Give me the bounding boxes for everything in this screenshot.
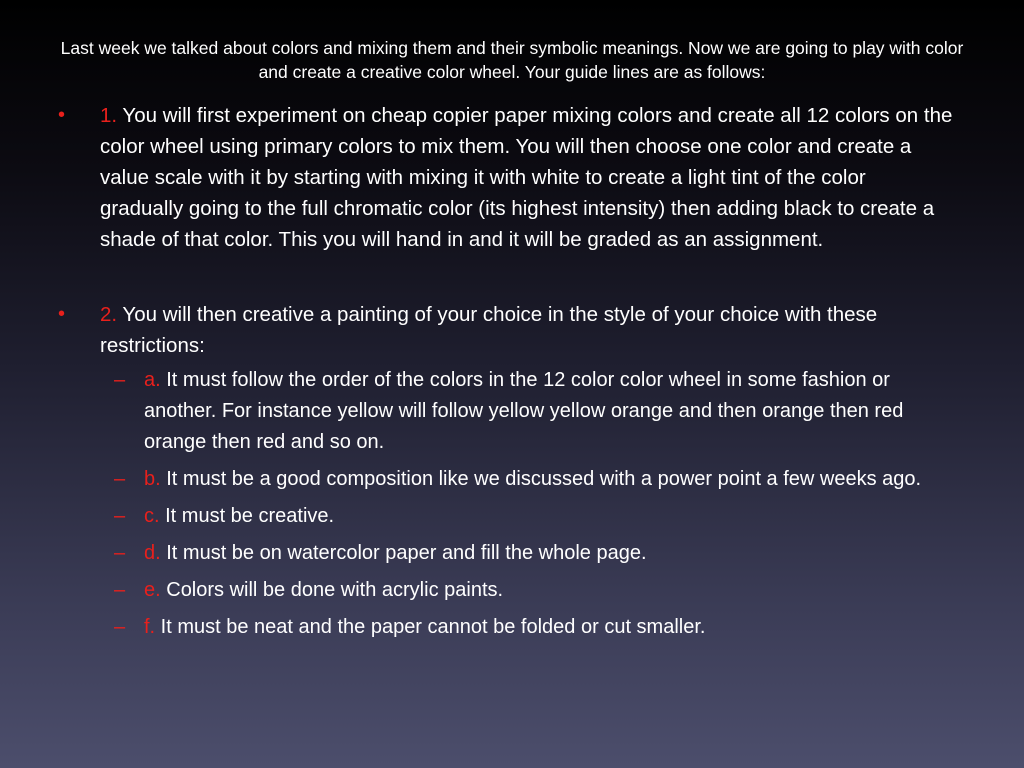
guideline-2-number: 2. — [100, 303, 118, 326]
restriction-b-text: It must be a good composition like we discussed with a power point a few weeks ago. — [160, 468, 922, 490]
intro-text: Last week we talked about colors and mixing them and their symbolic meanings. Now we are going to play with color and create a creative color wheel. Your guide lines are as follows: — [60, 38, 964, 82]
dash-marker: – — [114, 505, 126, 527]
dash-marker: – — [114, 542, 126, 564]
dash-marker: – — [114, 616, 126, 638]
dash-marker: – — [114, 369, 126, 391]
restriction-f-letter: f. — [144, 616, 156, 638]
guideline-2 — [0, 299, 1024, 643]
bullet-dot: • — [58, 303, 66, 325]
guideline-1-text: You will first experiment on cheap copier paper mixing colors and create all 12 colors on the color wheel using primary colors to mix them. You will then choose one color and create a value scale with it by starting with mixing it with white to create a light tint of the color gradually going to the full chromatic color (its highest intensity) then adding black to create a shade of that color. This you will hand in and it will be graded as an assignment. — [100, 104, 953, 251]
restriction-b — [114, 464, 954, 495]
guideline-1 — [0, 100, 1024, 255]
restriction-a — [114, 365, 954, 458]
restriction-e-letter: e. — [144, 579, 161, 601]
restriction-a-letter: a. — [144, 369, 161, 391]
guideline-list — [0, 100, 1024, 649]
restriction-b-letter: b. — [144, 468, 161, 490]
restriction-c — [114, 501, 954, 532]
restriction-d-text: It must be on watercolor paper and fill the whole page. — [160, 542, 647, 564]
dash-marker: – — [114, 468, 126, 490]
guideline-2-text: You will then creative a painting of your choice in the style of your choice with these restrictions: — [100, 303, 878, 357]
restriction-d — [114, 538, 954, 569]
guideline-1-number: 1. — [100, 104, 118, 127]
restriction-e-text: Colors will be done with acrylic paints. — [160, 579, 504, 601]
restriction-list — [100, 365, 954, 643]
restriction-c-text: It must be creative. — [159, 505, 335, 527]
restriction-f — [114, 612, 954, 643]
restriction-d-letter: d. — [144, 542, 161, 564]
restriction-c-letter: c. — [144, 505, 160, 527]
restriction-a-text: It must follow the order of the colors in the 12 color color wheel in some fashion or another. For instance yellow will follow yellow yellow orange and then orange then red orange then red and so on. — [144, 369, 904, 453]
dash-marker: – — [114, 579, 126, 601]
bullet-dot: • — [58, 104, 66, 126]
restriction-e — [114, 575, 954, 606]
restriction-f-text: It must be neat and the paper cannot be folded or cut smaller. — [155, 616, 706, 638]
